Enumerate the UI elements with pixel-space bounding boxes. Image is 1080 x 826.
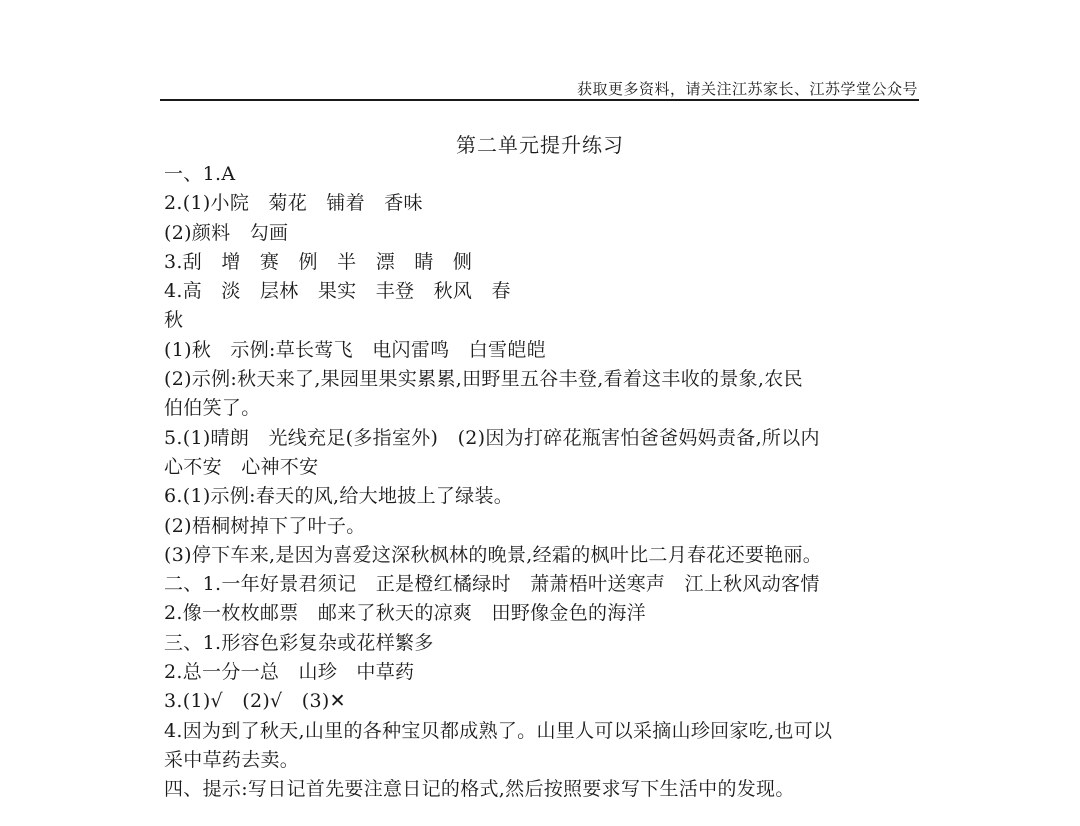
answer-line: 5.(1)晴朗 光线充足(多指室外) (2)因为打碎花瓶害怕爸爸妈妈责备,所以内 [164, 426, 820, 449]
answer-line: 2.总一分一总 山珍 中草药 [164, 661, 415, 684]
answer-line: (2)示例:秋天来了,果园里果实累累,田野里五谷丰登,看着这丰收的景象,农民 [164, 368, 803, 391]
answer-line: 采中草药去卖。 [164, 748, 300, 771]
answer-line: 四、提示:写日记首先要注意日记的格式,然后按照要求写下生活中的发现。 [164, 778, 795, 801]
answer-line: 心不安 心神不安 [164, 455, 319, 478]
answer-line: 3.(1)√ (2)√ (3)✕ [164, 690, 346, 713]
answer-line: 2.像一枚枚邮票 邮来了秋天的凉爽 田野像金色的海洋 [164, 602, 646, 625]
answer-list [164, 160, 920, 805]
header-divider [160, 99, 919, 101]
answer-line: 4.因为到了秋天,山里的各种宝贝都成熟了。山里人可以采摘山珍回家吃,也可以 [164, 719, 833, 742]
answer-line: 6.(1)示例:春天的风,给大地披上了绿装。 [164, 485, 514, 508]
answer-line: 秋 [164, 309, 184, 332]
answer-line: 2.(1)小院 菊花 铺着 香味 [164, 192, 423, 215]
answer-line: (3)停下车来,是因为喜爱这深秋枫林的晚景,经霜的枫叶比二月春花还要艳丽。 [164, 543, 823, 566]
header-note: 获取更多资料，请关注江苏家长、江苏学堂公众号 [576, 80, 918, 98]
answer-line: 伯伯笑了。 [164, 397, 261, 420]
document-title: 第二单元提升练习 [456, 133, 624, 157]
answer-line: 4.高 淡 层林 果实 丰登 秋风 春 [164, 280, 511, 303]
answer-line: 一、1.A [164, 163, 236, 185]
answer-line: 3.刮 增 赛 例 半 漂 睛 侧 [164, 250, 473, 273]
answer-line: (1)秋 示例:草长莺飞 电闪雷鸣 白雪皑皑 [164, 338, 546, 361]
answer-line: (2)颜料 勾画 [164, 221, 289, 244]
answer-line: 二、1.一年好景君须记 正是橙红橘绿时 萧萧梧叶送寒声 江上秋风动客情 [164, 573, 820, 596]
answer-line: 三、1.形容色彩复杂或花样繁多 [164, 631, 434, 654]
answer-line: (2)梧桐树掉下了叶子。 [164, 514, 366, 537]
